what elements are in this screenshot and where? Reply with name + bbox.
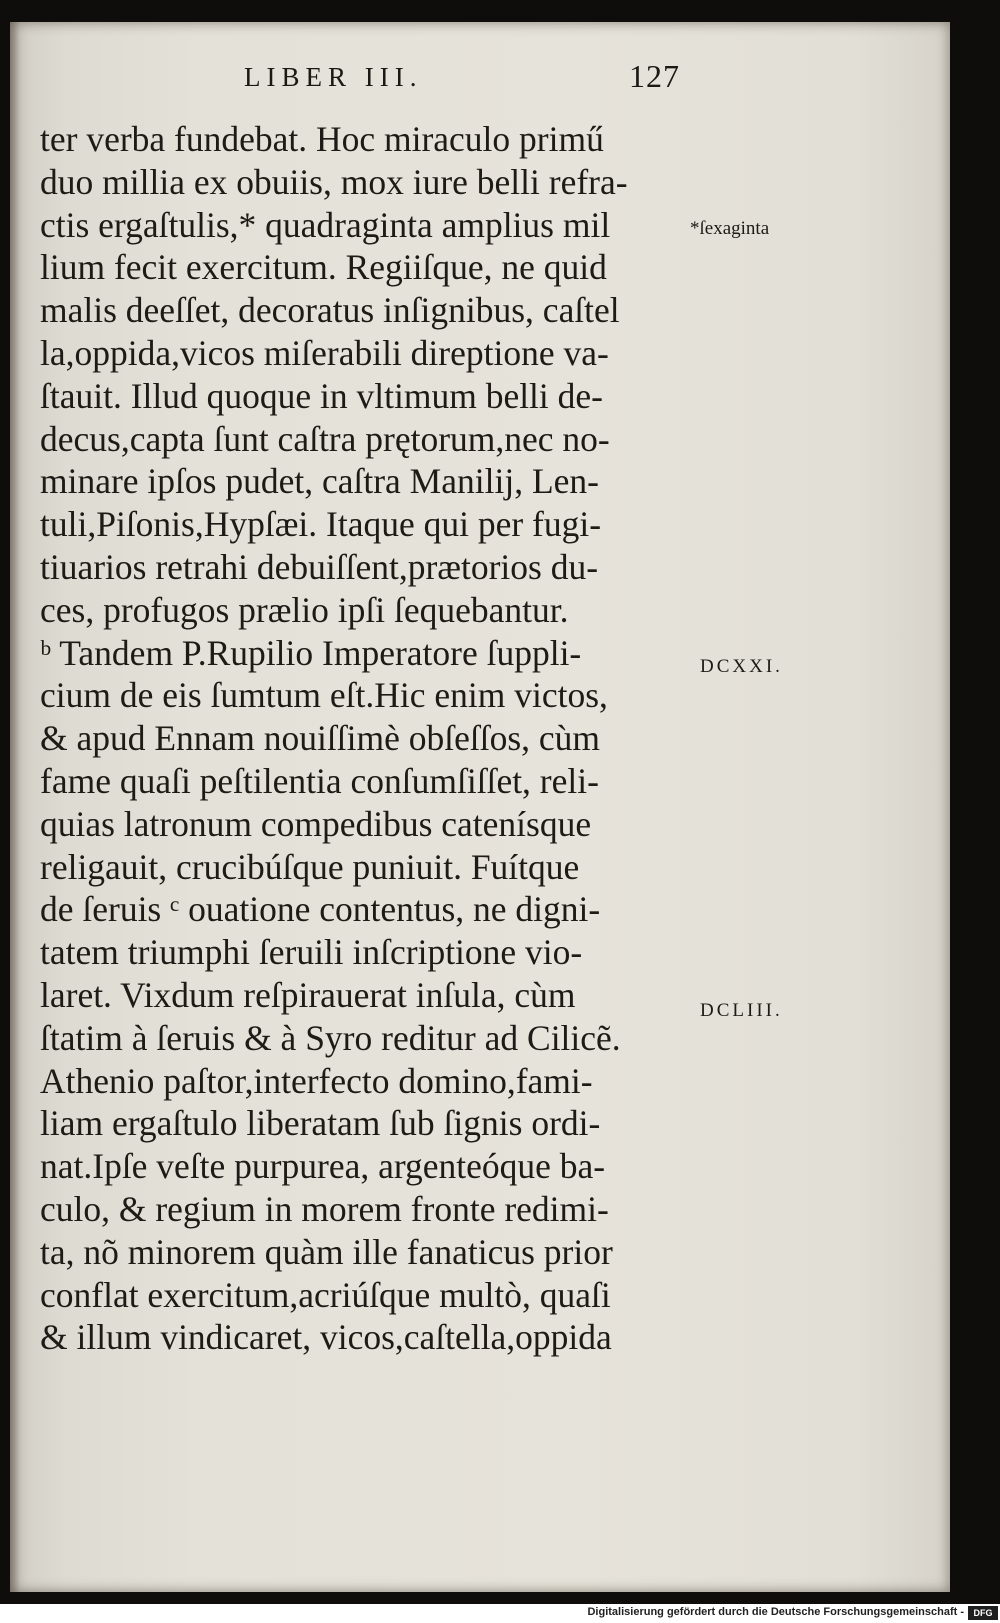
text-line: fame quaſi peſtilentia conſumſiſſet, reli- bbox=[40, 760, 599, 801]
text-line: cium de eis ſumtum eſt.Hic enim victos, bbox=[40, 675, 608, 716]
gutter-shadow bbox=[10, 22, 20, 1592]
text-line: malis deeſſet, decoratus inſignibus, caſtel bbox=[40, 290, 620, 331]
dfg-logo: DFG bbox=[968, 1606, 998, 1620]
text-line: lium fecit exercitum. Regiiſque, ne quid bbox=[40, 247, 607, 288]
margin-note-year: DCXXI. bbox=[700, 656, 783, 677]
text-line: ctis ergaſtulis,* quadraginta amplius mil bbox=[40, 204, 611, 245]
text-line: culo, & regium in morem fronte redimi- bbox=[40, 1188, 609, 1229]
text-line: ces, profugos prælio ipſi ſequebantur. bbox=[40, 589, 569, 630]
digitization-footer bbox=[0, 1604, 1000, 1623]
text-line: decus,capta ſunt caſtra prętorum,nec no- bbox=[40, 418, 610, 459]
text-line: Athenio paſtor,interfecto domino,fami- bbox=[40, 1060, 593, 1101]
text-line: ta, nõ minorem quàm ille fanaticus prior bbox=[40, 1231, 613, 1272]
text-line: liam ergaſtulo liberatam ſub ſignis ordi- bbox=[40, 1103, 601, 1144]
text-line: duo millia ex obuiis, mox iure belli refra- bbox=[40, 161, 628, 202]
text-line: la,oppida,vicos miſerabili direptione va- bbox=[40, 332, 609, 373]
text-line: ſtatim à ſeruis & à Syro reditur ad Cilicẽ. bbox=[40, 1017, 621, 1058]
text-line: conflat exercitum,acriúſque multò, quaſi bbox=[40, 1274, 611, 1315]
page-number: 127 bbox=[629, 58, 680, 94]
text-line: laret. Vixdum reſpirauerat inſula, cùm bbox=[40, 974, 576, 1015]
text-line: quias latronum compedibus catenísque bbox=[40, 803, 592, 844]
running-title: LIBER III. bbox=[244, 62, 423, 92]
text-line: ſtauit. Illud quoque in vltimum belli de- bbox=[40, 375, 603, 416]
text-line: tatem triumphi ſeruili inſcriptione vio- bbox=[40, 932, 583, 973]
running-head bbox=[230, 58, 690, 98]
text-line: & illum vindicaret, vicos,caſtella,oppida bbox=[40, 1317, 612, 1358]
text-line: tuli,Piſonis,Hypſæi. Itaque qui per fugi- bbox=[40, 504, 602, 545]
text-line: ᵇ Tandem P.Rupilio Imperatore ſuppli- bbox=[40, 632, 582, 673]
text-line: minare ipſos pudet, caſtra Manilij, Len- bbox=[40, 461, 599, 502]
text-line: ter verba fundebat. Hoc miraculo primű bbox=[40, 119, 604, 159]
text-line: tiuarios retrahi debuiſſent,prætorios du- bbox=[40, 546, 599, 587]
text-line: de ſeruis ᶜ ouatione contentus, ne digni- bbox=[40, 889, 601, 930]
funding-credit: Digitalisierung gefördert durch die Deutsche Forschungsgemeinschaft - bbox=[587, 1606, 964, 1618]
text-line: religauit, crucibúſque puniuit. Fuítque bbox=[40, 846, 580, 887]
text-line: nat.Ipſe veſte purpurea, argenteóque ba- bbox=[40, 1146, 606, 1187]
margin-note-variant: *ſexaginta bbox=[690, 218, 770, 239]
text-line: & apud Ennam nouiſſimè obſeſſos, cùm bbox=[40, 718, 601, 759]
margin-note-year: DCLIII. bbox=[700, 1000, 783, 1021]
main-text-block bbox=[40, 118, 680, 1359]
